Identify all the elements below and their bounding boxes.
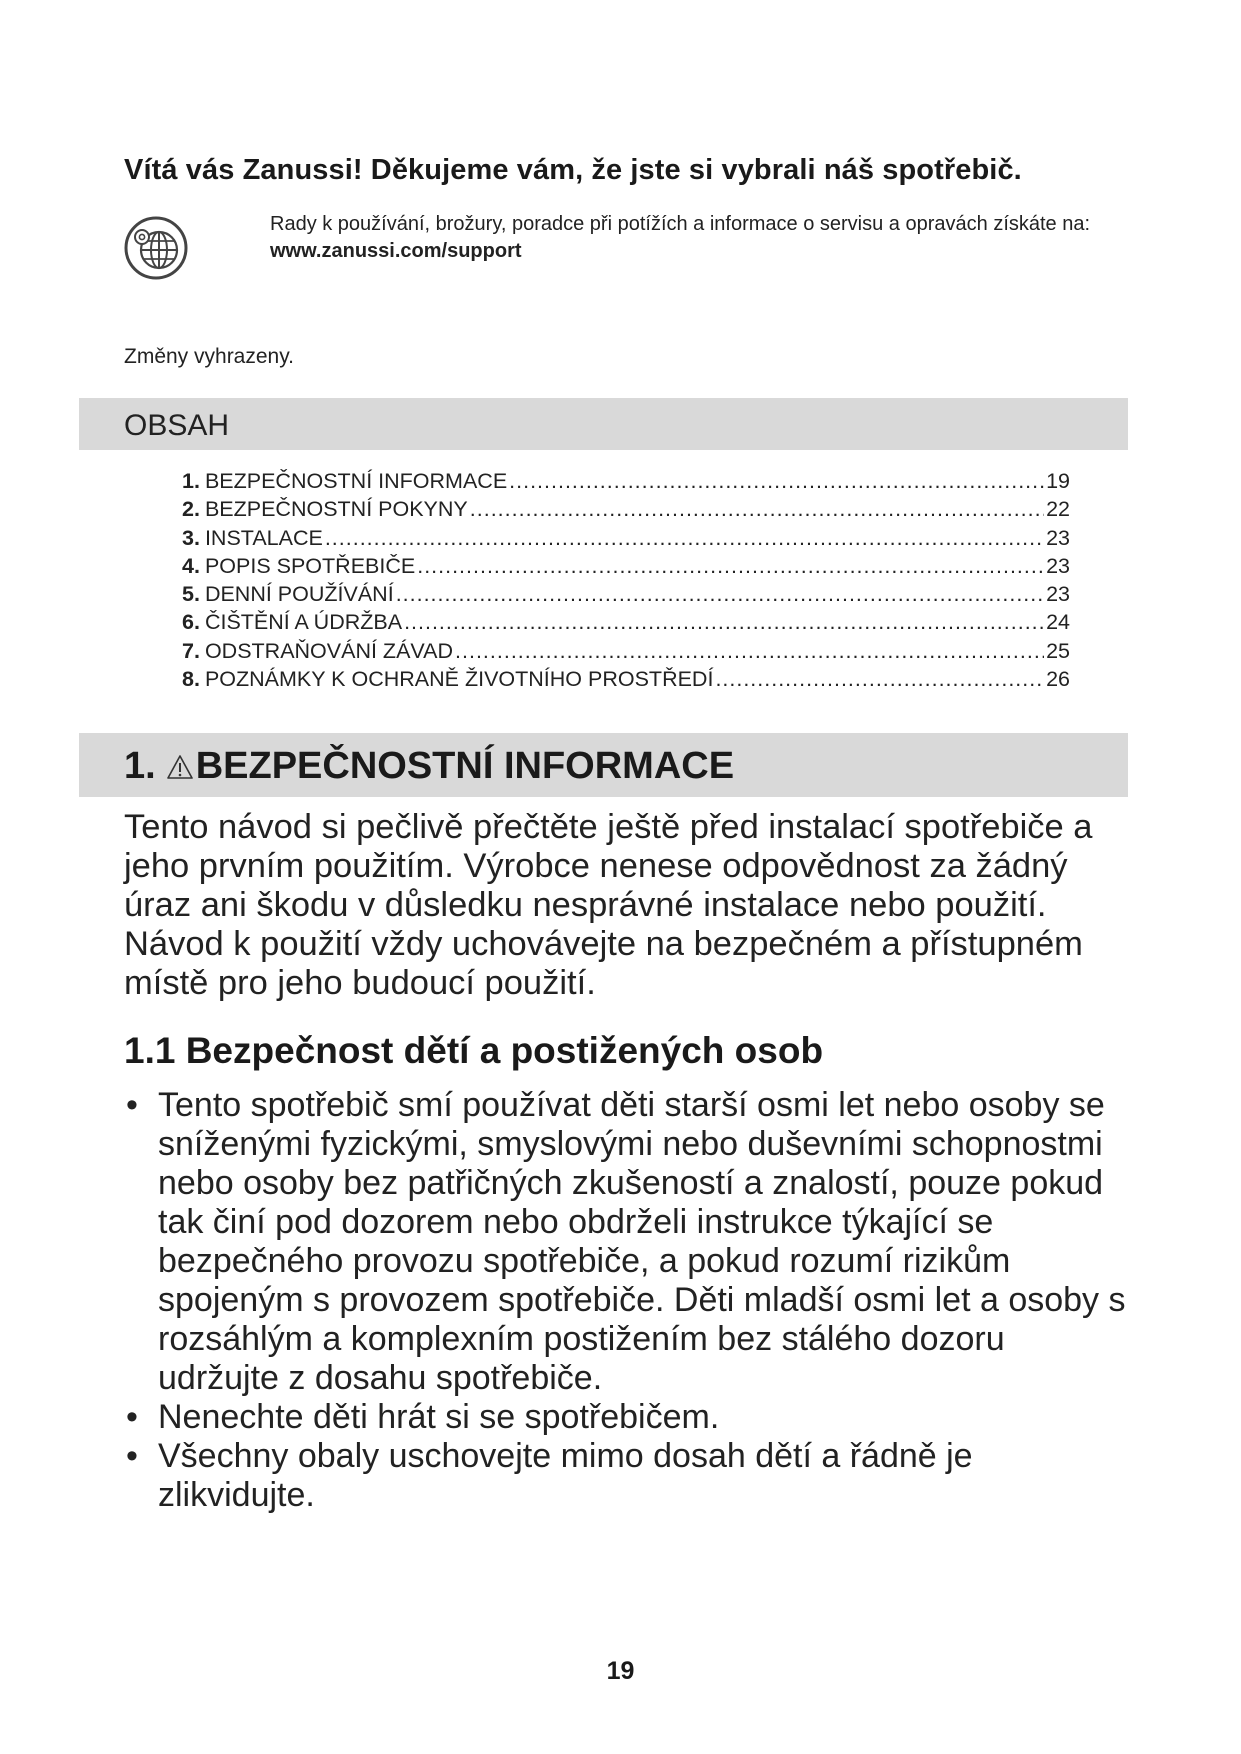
support-text: Rady k používání, brožury, poradce při potížích a informace o servisu a opravách získáte na: (270, 213, 1091, 235)
section-number: 1. (124, 745, 156, 787)
toc-header-bar (79, 398, 1128, 450)
toc-item-4[interactable]: 4. POPIS SPOTŘEBIČE ..... 23 (182, 552, 1070, 580)
section-1-title (124, 745, 734, 788)
support-info (270, 211, 1130, 265)
toc-item-1[interactable]: 1. BEZPEČNOSTNÍ INFORMACE ..... 19 (182, 467, 1070, 495)
globe-at-icon (123, 215, 189, 281)
page-number: 19 (606, 1657, 635, 1685)
table-of-contents (182, 467, 1070, 693)
section-intro: Tento návod si pečlivě přečtěte ještě před instalací spotřebiče a jeho prvním použitím. Výrobce nenese odpovědnost za žádný úraz ani škodu v důsledku nesprávné instalace nebo použití. Návod k použití vždy uchovávejte na bezpečném a přístupném místě pro jeho budoucí použití. (124, 808, 1093, 1002)
toc-item-2[interactable]: 2. BEZPEČNOSTNÍ POKYNY ..... 22 (182, 495, 1070, 523)
list-item: • Všechny obaly uschovejte mimo dosah dětí a řádně je zlikvidujte. (124, 1437, 1134, 1515)
toc-item-5[interactable]: 5. DENNÍ POUŽÍVÁNÍ ..... 23 (182, 580, 1070, 608)
changes-notice: Změny vyhrazeny. (124, 345, 294, 368)
section-title-text: BEZPEČNOSTNÍ INFORMACE (195, 745, 735, 787)
list-item: • Nenechte děti hrát si se spotřebičem. (124, 1398, 1134, 1437)
toc-item-7[interactable]: 7. ODSTRAŇOVÁNÍ ZÁVAD ..... 25 (182, 637, 1070, 665)
subsection-title: 1.1 Bezpečnost dětí a postižených osob (124, 1030, 824, 1071)
safety-bullet-list (124, 1086, 1134, 1515)
toc-item-6[interactable]: 6. ČIŠTĚNÍ A ÚDRŽBA ..... 24 (182, 608, 1070, 636)
toc-title: OBSAH (124, 409, 230, 442)
support-link[interactable]: www.zanussi.com/support (270, 240, 522, 262)
list-item: • Tento spotřebič smí používat děti starší osmi let nebo osoby se sníženými fyzickými, smyslovými nebo duševními schopnostmi nebo osoby bez patřičných zkušeností a znalostí, pouze pokud tak činí pod dozorem nebo obdrželi instrukce týkající se bezpečného provozu spotřebiče, a pokud rozumí rizikům spojeným s provozem spotřebiče. Děti mladší osmi let a osoby s rozsáhlým a komplexním postižením bez stálého dozoru udržujte z dosahu spotřebiče. (124, 1086, 1134, 1398)
warning-icon (166, 754, 194, 780)
toc-item-8[interactable]: 8. POZNÁMKY K OCHRANĚ ŽIVOTNÍHO PROSTŘEDÍ ..... 26 (182, 665, 1070, 693)
welcome-heading: Vítá vás Zanussi! Děkujeme vám, že jste si vybrali náš spotřebič. (124, 154, 1022, 186)
toc-item-3[interactable]: 3. INSTALACE ..... 23 (182, 524, 1070, 552)
